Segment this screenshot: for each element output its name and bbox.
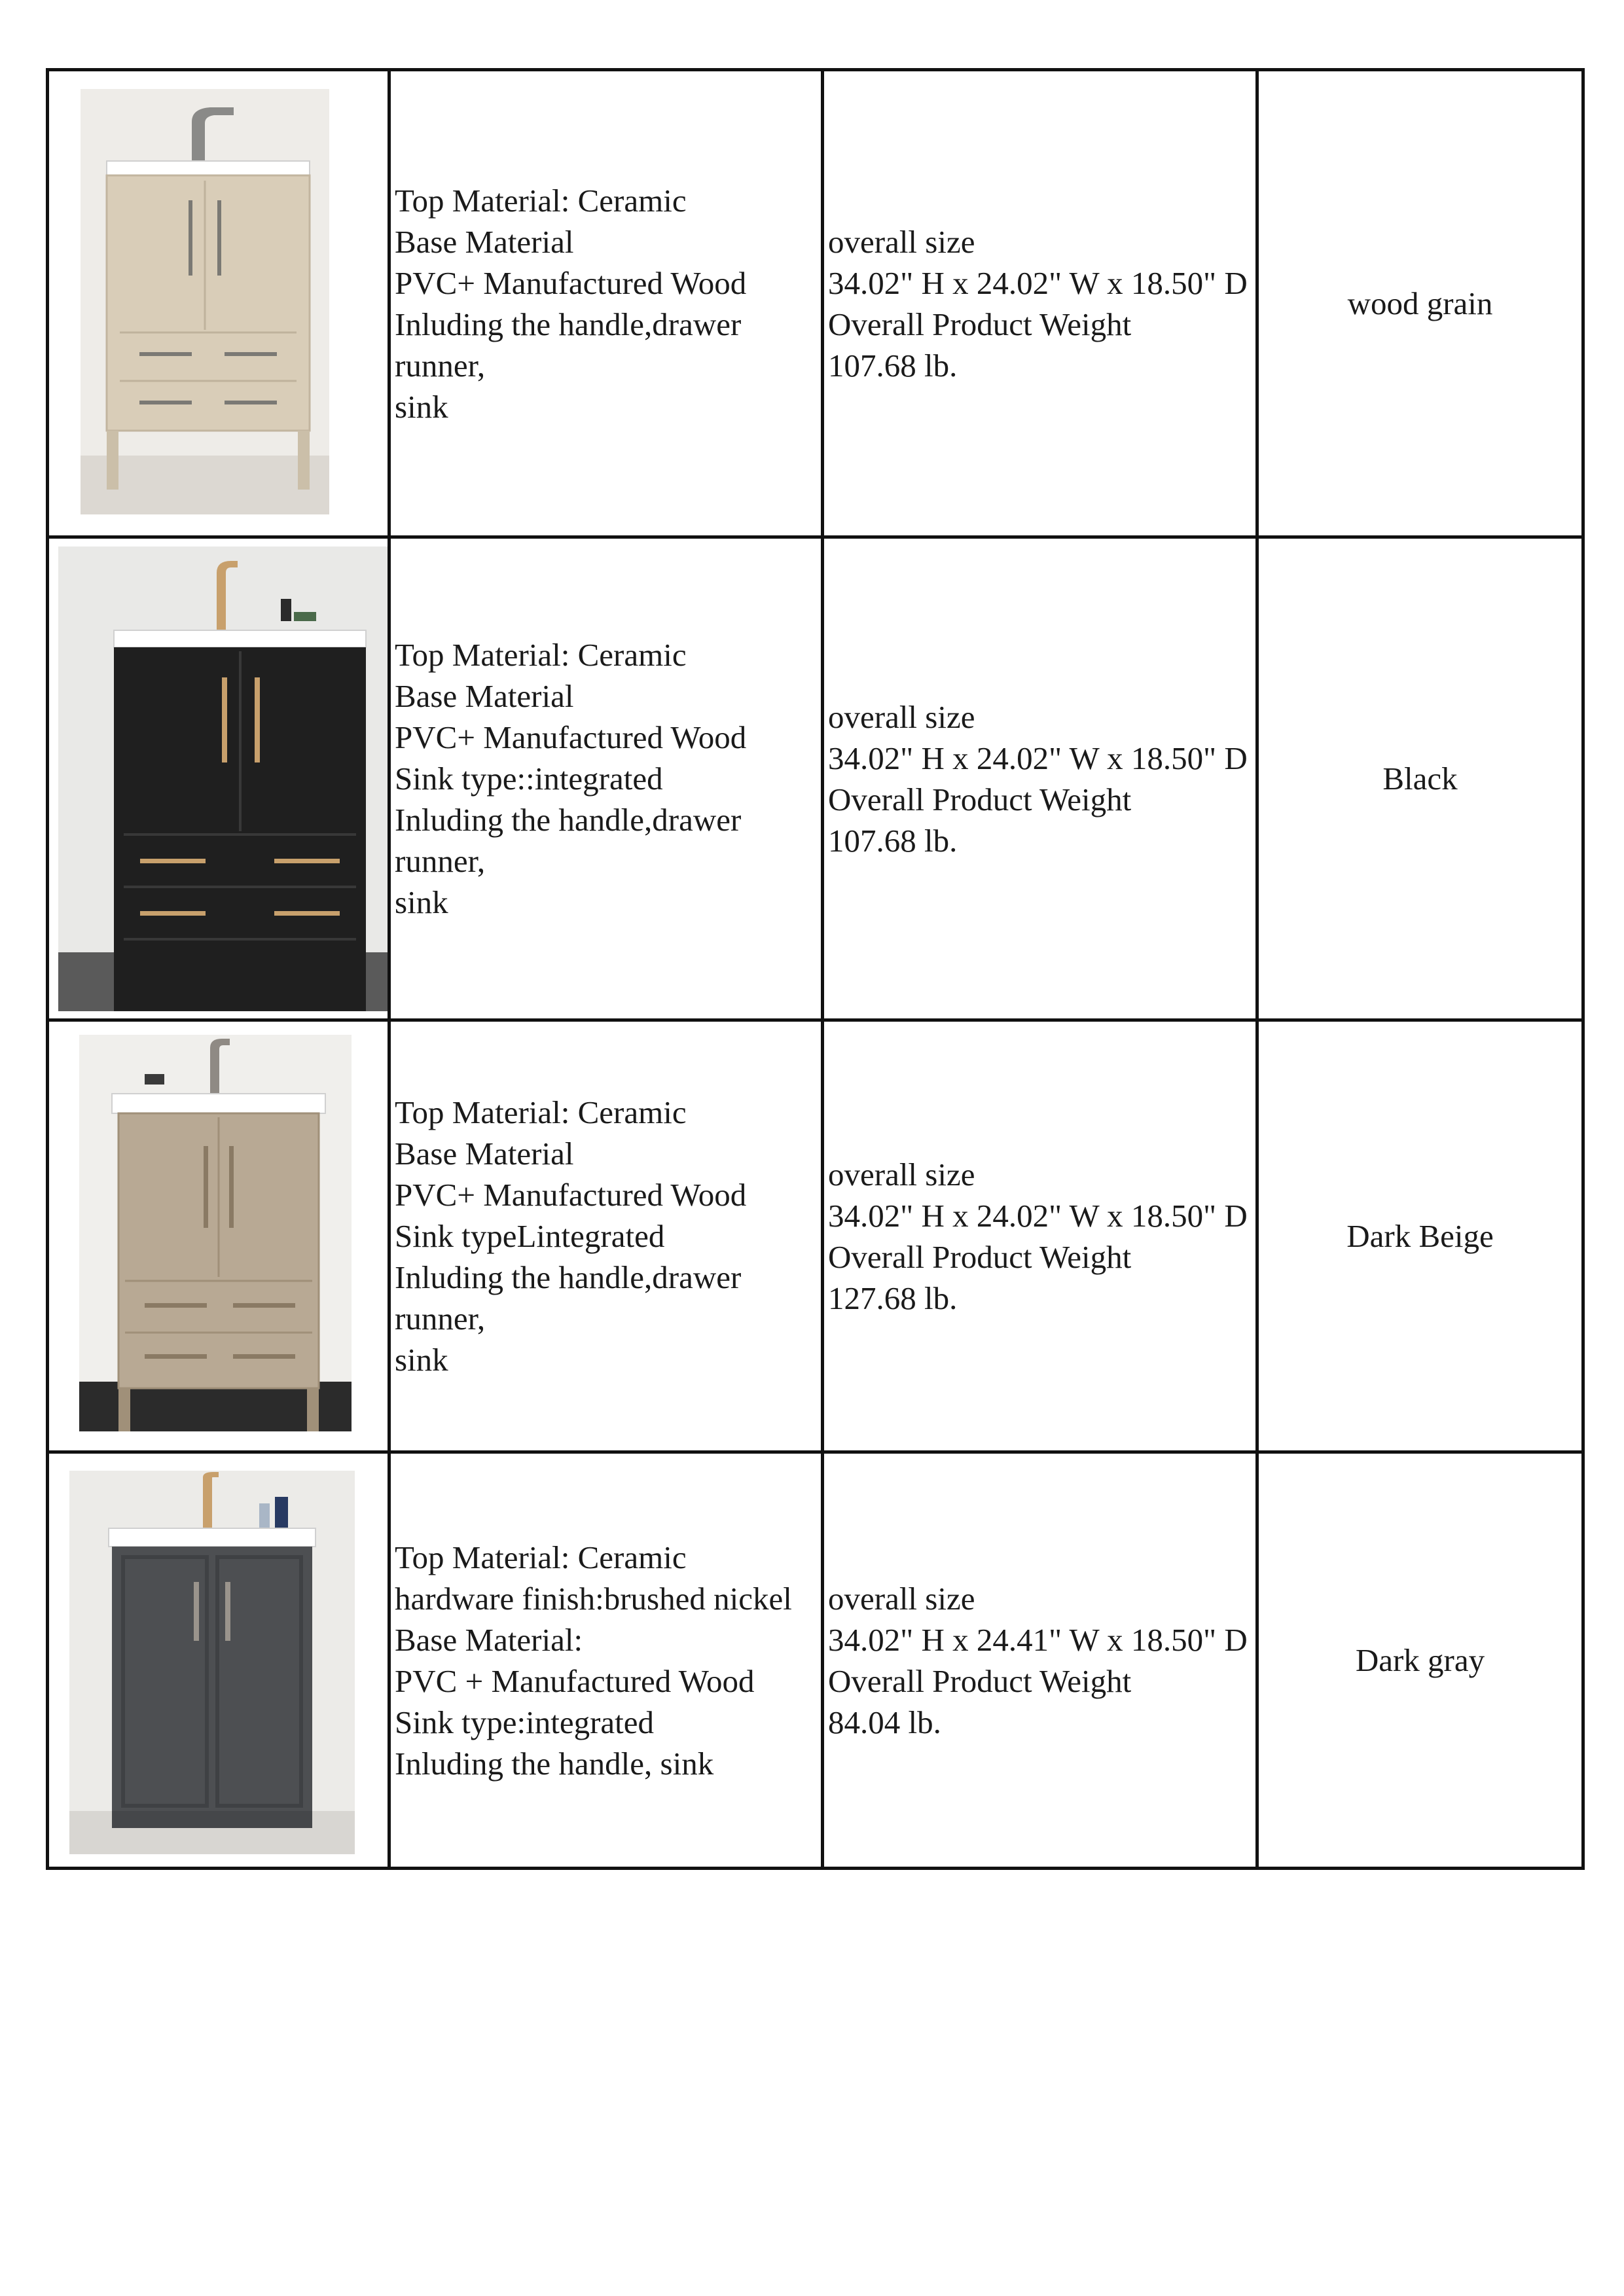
table-row: [48, 1452, 1583, 1869]
material-line: Base Material:: [395, 1621, 583, 1658]
product-spec-table: [46, 68, 1585, 1870]
dimensions-cell: [823, 1452, 1257, 1869]
color-cell: Black: [1257, 537, 1583, 1020]
product-image-cell: [48, 1020, 389, 1452]
dimension-line: overall size: [828, 1156, 975, 1193]
materials-cell: [389, 1020, 823, 1452]
materials-cell: [389, 537, 823, 1020]
dimension-line: 34.02" H x 24.02" W x 18.50" D: [828, 264, 1248, 301]
dimension-line: Overall Product Weight: [828, 781, 1132, 817]
material-line: Inluding the handle,drawer: [395, 802, 742, 838]
dimension-line: 127.68 lb.: [828, 1280, 958, 1316]
dimension-line: 34.02" H x 24.41" W x 18.50" D: [828, 1621, 1248, 1658]
product-image-cell: [48, 537, 389, 1020]
material-line: PVC+ Manufactured Wood: [395, 264, 747, 301]
dimensions-cell: [823, 70, 1257, 537]
vanity-dark-gray-image: [69, 1471, 355, 1854]
dimension-line: Overall Product Weight: [828, 306, 1132, 342]
vanity-black-image: [58, 547, 389, 1011]
dimension-line: Overall Product Weight: [828, 1662, 1132, 1699]
dimension-line: overall size: [828, 698, 975, 735]
product-image-cell: [48, 1452, 389, 1869]
material-line: PVC+ Manufactured Wood: [395, 719, 747, 755]
dimension-line: 107.68 lb.: [828, 822, 958, 859]
dimensions-cell: [823, 1020, 1257, 1452]
material-line: Inluding the handle, sink: [395, 1745, 714, 1782]
material-line: runner,: [395, 843, 486, 879]
dimension-line: overall size: [828, 223, 975, 260]
material-line: sink: [395, 884, 448, 920]
material-line: runner,: [395, 1300, 486, 1336]
material-line: Base Material: [395, 678, 574, 714]
material-line: Sink type:integrated: [395, 1704, 654, 1740]
color-cell: wood grain: [1257, 70, 1583, 537]
material-line: Base Material: [395, 1136, 574, 1172]
dimension-line: 107.68 lb.: [828, 347, 958, 384]
table-row: [48, 1020, 1583, 1452]
material-line: Top Material: Ceramic: [395, 182, 687, 219]
material-line: Inluding the handle,drawer: [395, 1259, 742, 1295]
material-line: Inluding the handle,drawer: [395, 306, 742, 342]
material-line: sink: [395, 388, 448, 425]
material-line: sink: [395, 1342, 448, 1378]
dimension-line: 84.04 lb.: [828, 1704, 941, 1740]
dimension-line: Overall Product Weight: [828, 1238, 1132, 1275]
dimension-line: 34.02" H x 24.02" W x 18.50" D: [828, 740, 1248, 776]
table-row: [48, 70, 1583, 537]
material-line: Top Material: Ceramic: [395, 637, 687, 673]
material-line: PVC + Manufactured Wood: [395, 1662, 755, 1699]
materials-cell: [389, 70, 823, 537]
table-row: [48, 537, 1583, 1020]
material-line: PVC+ Manufactured Wood: [395, 1177, 747, 1213]
material-line: Base Material: [395, 223, 574, 260]
material-line: runner,: [395, 347, 486, 384]
color-cell: Dark gray: [1257, 1452, 1583, 1869]
dimensions-cell: [823, 537, 1257, 1020]
vanity-dark-beige-image: [79, 1035, 352, 1431]
material-line: Top Material: Ceramic: [395, 1539, 687, 1575]
material-line: Sink type::integrated: [395, 761, 663, 797]
dimension-line: overall size: [828, 1580, 975, 1617]
color-cell: Dark Beige: [1257, 1020, 1583, 1452]
material-line: Top Material: Ceramic: [395, 1094, 687, 1130]
materials-cell: [389, 1452, 823, 1869]
material-line: hardware finish:brushed nickel: [395, 1580, 792, 1617]
material-line: Sink typeLintegrated: [395, 1218, 665, 1254]
dimension-line: 34.02" H x 24.02" W x 18.50" D: [828, 1197, 1248, 1234]
vanity-wood-grain-image: [81, 89, 329, 514]
product-image-cell: [48, 70, 389, 537]
